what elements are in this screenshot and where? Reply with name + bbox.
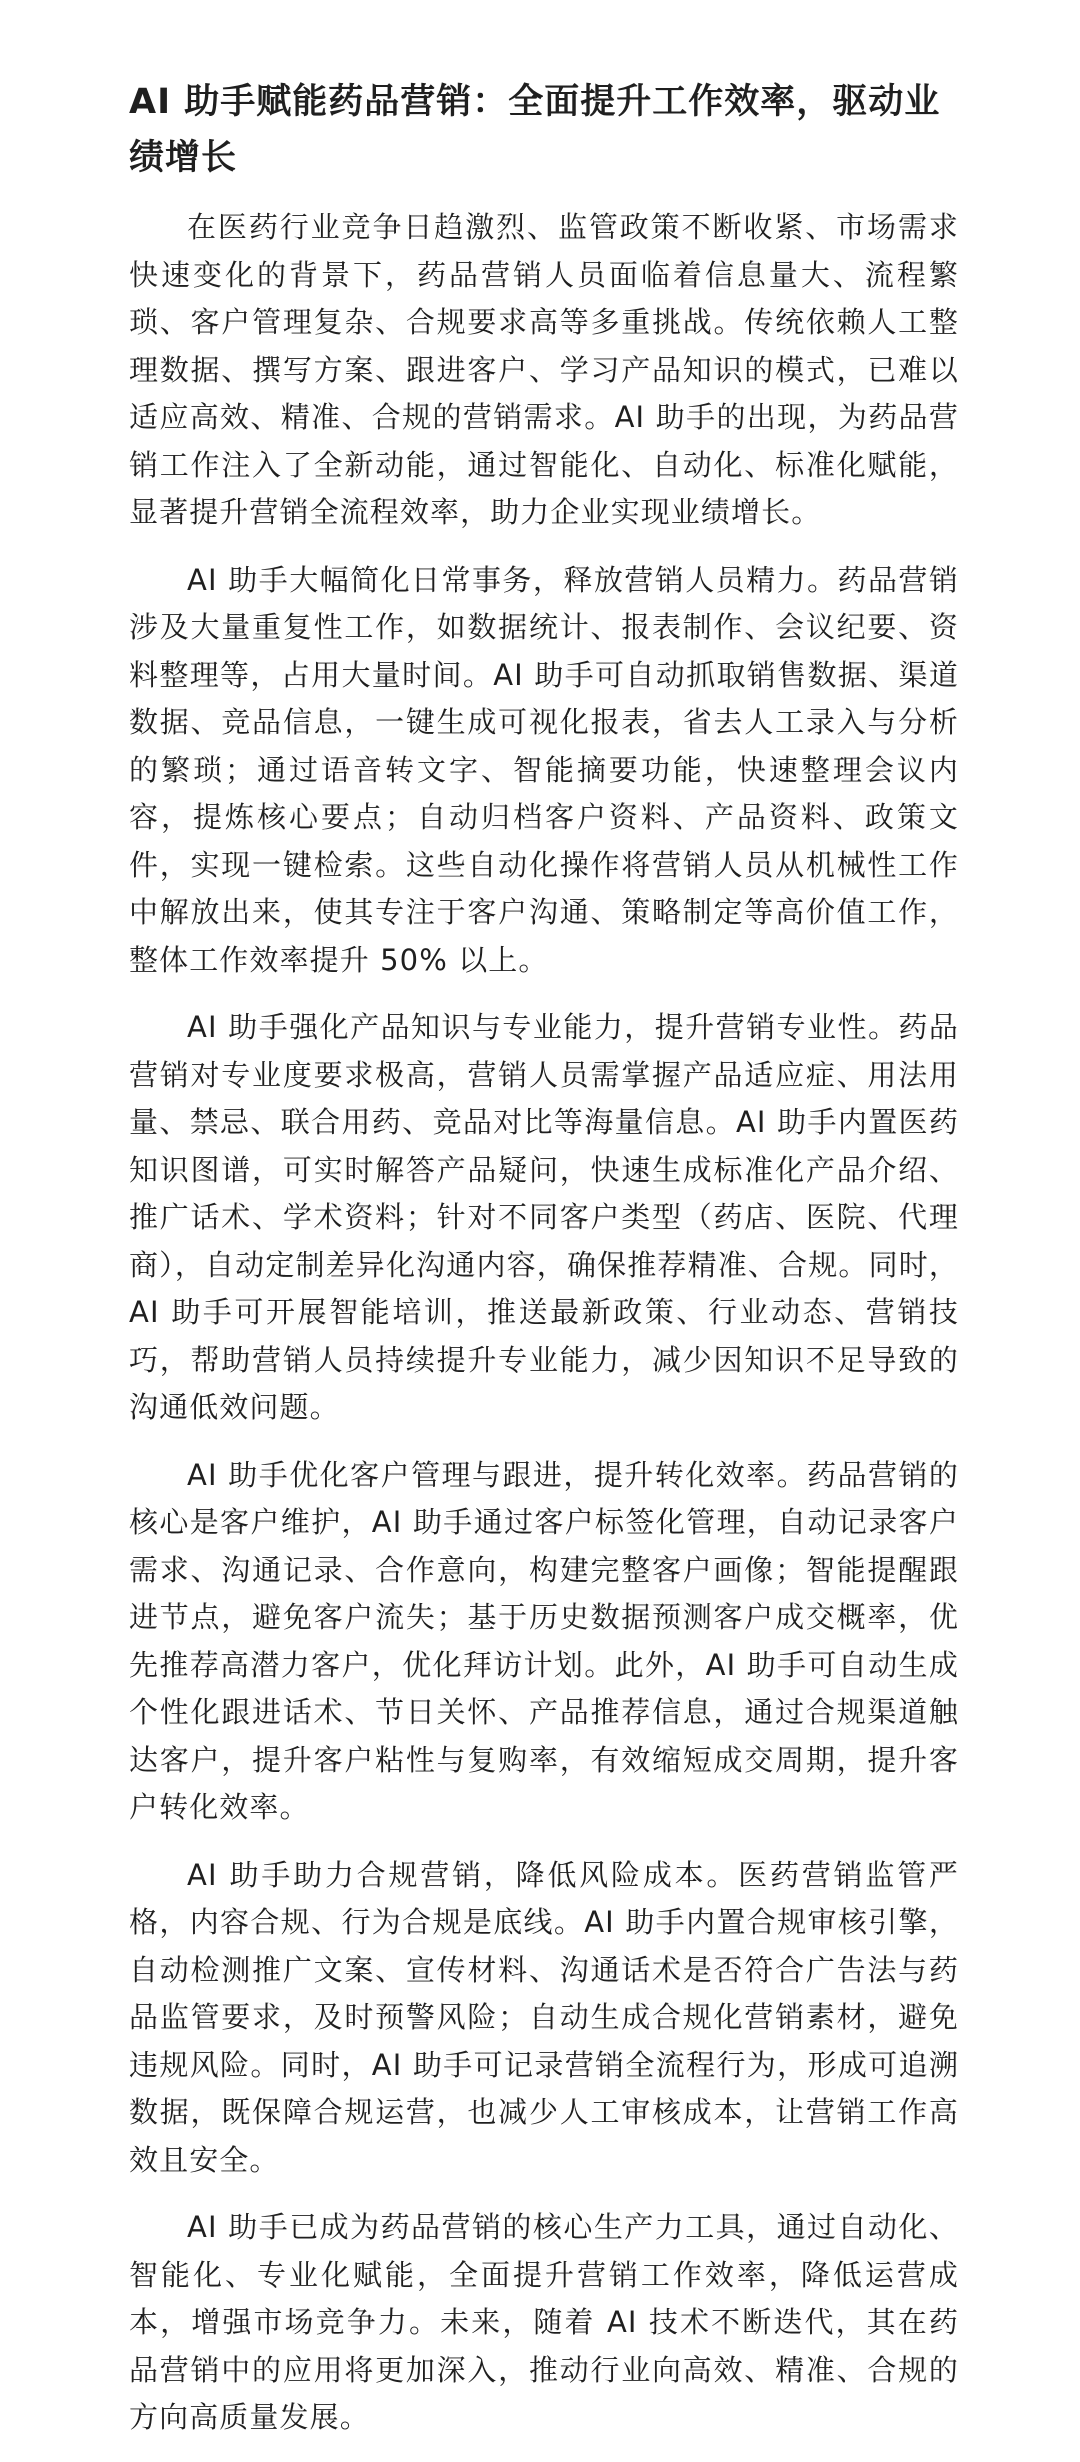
paragraph-daily-tasks: AI 助手大幅简化日常事务，释放营销人员精力。药品营销涉及大量重复性工作，如数据统计、报表制作、会议纪要、资料整理等，占用大量时间。AI 助手可自动抓取销售数据、渠道数据、竞品信息，一键生成可视化报表，省去人工录入与分析的繁琐；通过语音转文字、智能摘要功能，快速整理会议内容，提炼核心要点；自动归档客户资料、产品资料、政策文件，实现一键检索。这些自动化操作将营销人员从机械性工作中解放出来，使其专注于客户沟通、策略制定等高价值工作，整体工作效率提升 50% 以上。 — [129, 562, 959, 977]
article-title: AI 助手赋能药品营销：全面提升工作效率，驱动业绩增长 — [129, 82, 941, 178]
paragraph-intro: 在医药行业竞争日趋激烈、监管政策不断收紧、市场需求快速变化的背景下，药品营销人员面临着信息量大、流程繁琐、客户管理复杂、合规要求高等多重挑战。传统依赖人工整理数据、撰写方案、跟进客户、学习产品知识的模式，已难以适应高效、精准、合规的营销需求。AI 助手的出现，为药品营销工作注入了全新动能，通过智能化、自动化、标准化赋能，显著提升营销全流程效率，助力企业实现业绩增长。 — [129, 210, 959, 529]
paragraph-conclusion: AI 助手已成为药品营销的核心生产力工具，通过自动化、智能化、专业化赋能，全面提升营销工作效率，降低运营成本，增强市场竞争力。未来，随着 AI 技术不断迭代，其在药品营销中的应用将更加深入，推动行业向高效、精准、合规的方向高质量发展。 — [129, 2210, 959, 2434]
paragraph-compliance: AI 助手助力合规营销，降低风险成本。医药营销监管严格，内容合规、行为合规是底线。AI 助手内置合规审核引擎，自动检测推广文案、宣传材料、沟通话术是否符合广告法与药品监管要求，及时预警风险；自动生成合规化营销素材，避免违规风险。同时，AI 助手可记录营销全流程行为，形成可追溯数据，既保障合规运营，也减少人工审核成本，让营销工作高效且安全。 — [129, 1857, 959, 2177]
article — [129, 74, 959, 2462]
paragraph-customer-management: AI 助手优化客户管理与跟进，提升转化效率。药品营销的核心是客户维护，AI 助手通过客户标签化管理，自动记录客户需求、沟通记录、合作意向，构建完整客户画像；智能提醒跟进节点，避免客户流失；基于历史数据预测客户成交概率，优先推荐高潜力客户，优化拜访计划。此外，AI 助手可自动生成个性化跟进话术、节日关怀、产品推荐信息，通过合规渠道触达客户，提升客户粘性与复购率，有效缩短成交周期，提升客户转化效率。 — [129, 1457, 959, 1824]
paragraph-product-knowledge: AI 助手强化产品知识与专业能力，提升营销专业性。药品营销对专业度要求极高，营销人员需掌握产品适应症、用法用量、禁忌、联合用药、竞品对比等海量信息。AI 助手内置医药知识图谱，可实时解答产品疑问，快速生成标准化产品介绍、推广话术、学术资料；针对不同客户类型（药店、医院、代理商），自动定制差异化沟通内容，确保推荐精准、合规。同时，AI 助手可开展智能培训，推送最新政策、行业动态、营销技巧，帮助营销人员持续提升专业能力，减少因知识不足导致的沟通低效问题。 — [129, 1010, 959, 1424]
